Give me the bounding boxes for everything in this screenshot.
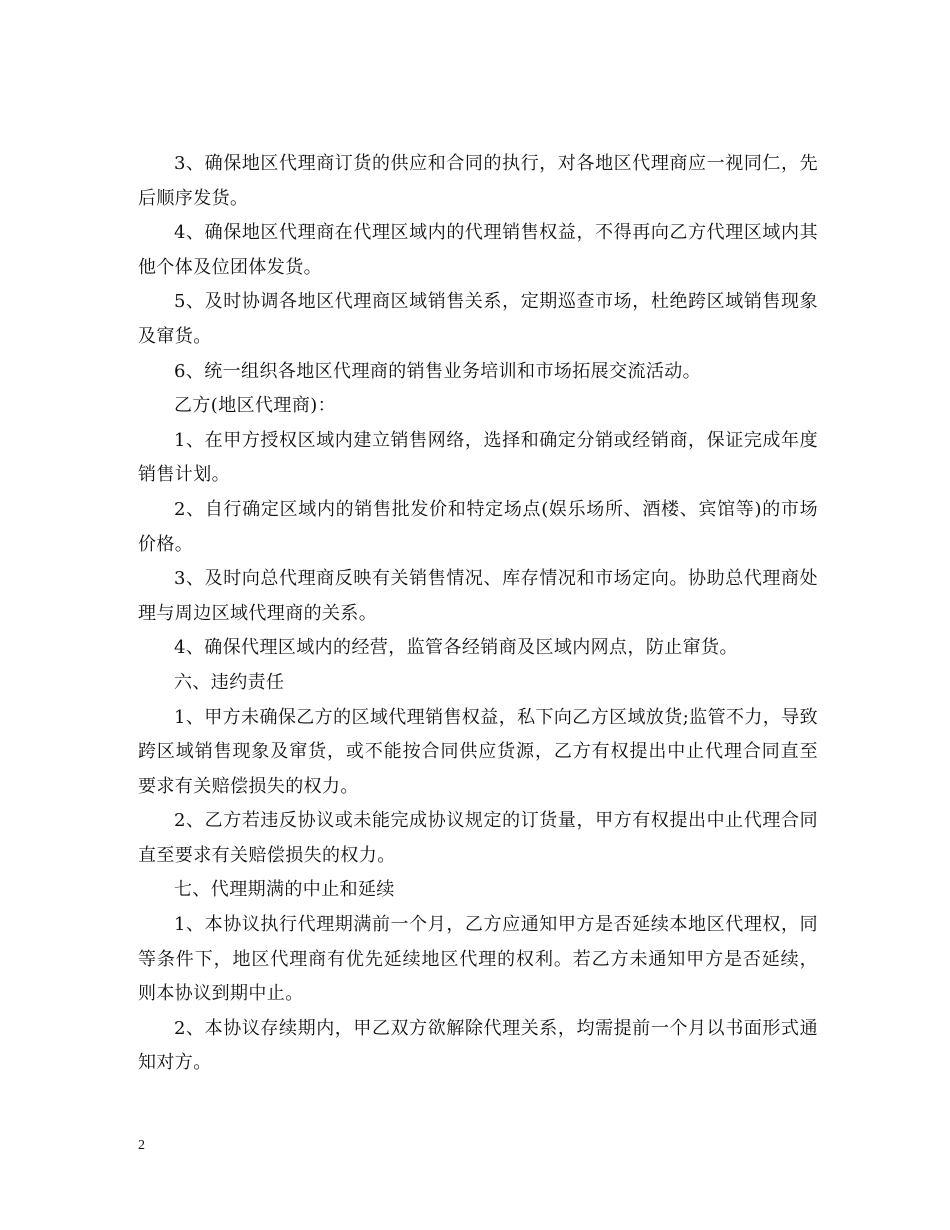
paragraph-15: 2、本协议存续期内，甲乙双方欲解除代理关系，均需提前一个月以书面形式通知对方。 <box>138 1017 818 1074</box>
paragraph-1: 3、确保地区代理商订货的供应和合同的执行，对各地区代理商应一视同仁，先后顺序发货。 <box>138 153 818 209</box>
paragraph-3: 5、及时协调各地区代理商区域销售关系，定期巡查市场，杜绝跨区域销售现象及窜货。 <box>138 291 818 347</box>
paragraph-8: 3、及时向总代理商反映有关销售情况、库存情况和市场定向。协助总代理商处理与周边区域代理商的关系。 <box>138 568 818 624</box>
section-heading-breach: 六、违约责任 <box>174 671 285 693</box>
page-number: 2 <box>138 1138 145 1153</box>
paragraph-7: 2、自行确定区域内的销售批发价和特定场点(娱乐场所、酒楼、宾馆等)的市场价格。 <box>138 498 818 555</box>
paragraph-6: 1、在甲方授权区域内建立销售网络，选择和确定分销或经销商，保证完成年度销售计划。 <box>138 429 818 486</box>
paragraph-14: 1、本协议执行代理期满前一个月，乙方应通知甲方是否延续本地区代理权，同等条件下，地区代理商有优先延续地区代理的权利。若乙方未通知甲方是否延续，则本协议到期中止。 <box>138 914 818 1005</box>
paragraph-11: 1、甲方未确保乙方的区域代理销售权益，私下向乙方区域放货;监管不力，导致跨区域销售现象及窜货，或不能按合同供应货源，乙方有权提出中止代理合同直至要求有关赔偿损失的权力。 <box>138 706 818 797</box>
section-heading-termination: 七、代理期满的中止和延续 <box>174 879 395 901</box>
paragraph-party-b-heading: 乙方(地区代理商)： <box>174 395 337 417</box>
paragraph-12: 2、乙方若违反协议或未能完成协议规定的订货量，甲方有权提出中止代理合同直至要求有关赔偿损失的权力。 <box>138 810 818 866</box>
paragraph-4: 6、统一组织各地区代理商的销售业务培训和市场拓展交流活动。 <box>174 360 702 382</box>
paragraph-9: 4、确保代理区域内的经营，监管各经销商及区域内网点，防止窜货。 <box>174 637 738 659</box>
paragraph-2: 4、确保地区代理商在代理区域内的代理销售权益，不得再向乙方代理区域内其他个体及位团体发货。 <box>138 222 818 278</box>
document-body <box>138 147 818 1081</box>
